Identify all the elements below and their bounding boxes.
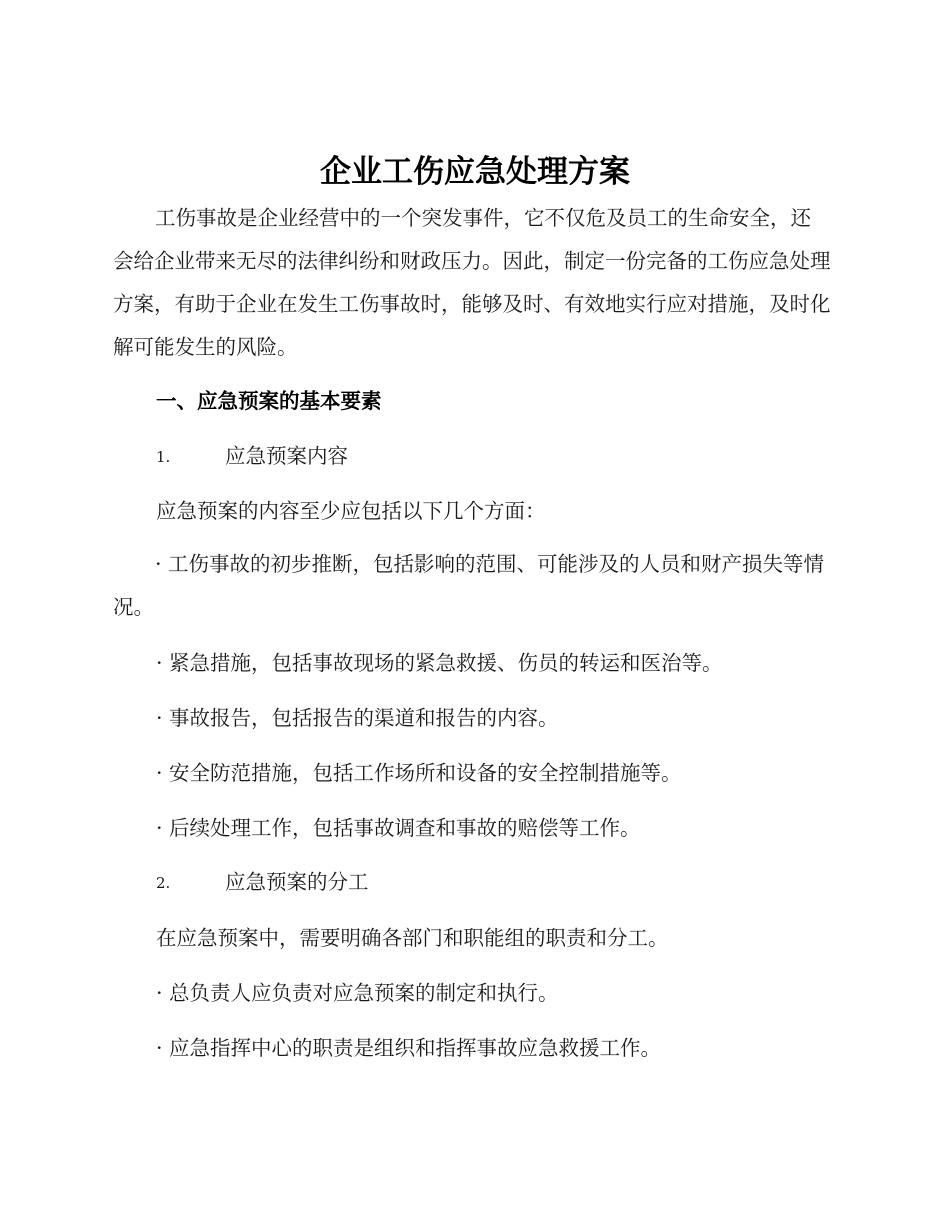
list-item: · 安全防范措施，包括工作场所和设备的安全控制措施等。 xyxy=(156,761,682,785)
subsection-intro-2: 在应急预案中，需要明确各部门和职能组的职责和分工。 xyxy=(156,926,669,950)
subsection-label-1: 应急预案内容 xyxy=(225,444,348,468)
intro-paragraph: 工伤事故是企业经营中的一个突发事件，它不仅危及员工的生命安全，还会给企业带来无尽的法律纠纷和财政压力。因此，制定一份完备的工伤应急处理方案，有助于企业在发生工伤事故时，能够及时、有效地实行应对措施，及时化解可能发生的风险。 xyxy=(113,206,831,359)
document-title: 企业工伤应急处理方案 xyxy=(320,154,630,190)
list-item: · 事故报告，包括报告的渠道和报告的内容。 xyxy=(156,706,559,730)
section-heading-1: 一、应急预案的基本要素 xyxy=(156,389,382,413)
list-item: · 应急指挥中心的职责是组织和指挥事故应急救援工作。 xyxy=(156,1036,662,1060)
list-item: · 工伤事故的初步推断，包括影响的范围、可能涉及的人员和财产损失等情况。 xyxy=(113,552,825,619)
list-item: · 紧急措施，包括事故现场的紧急救援、伤员的转运和医治等。 xyxy=(156,651,723,675)
subsection-number-2: 2. xyxy=(156,874,171,892)
subsection-label-2: 应急预案的分工 xyxy=(225,870,369,894)
subsection-intro-1: 应急预案的内容至少应包括以下几个方面： xyxy=(156,499,546,523)
list-item: · 后续处理工作，包括事故调查和事故的赔偿等工作。 xyxy=(156,816,641,840)
subsection-number-1: 1. xyxy=(156,448,171,466)
list-item: · 总负责人应负责对应急预案的制定和执行。 xyxy=(156,981,559,1005)
